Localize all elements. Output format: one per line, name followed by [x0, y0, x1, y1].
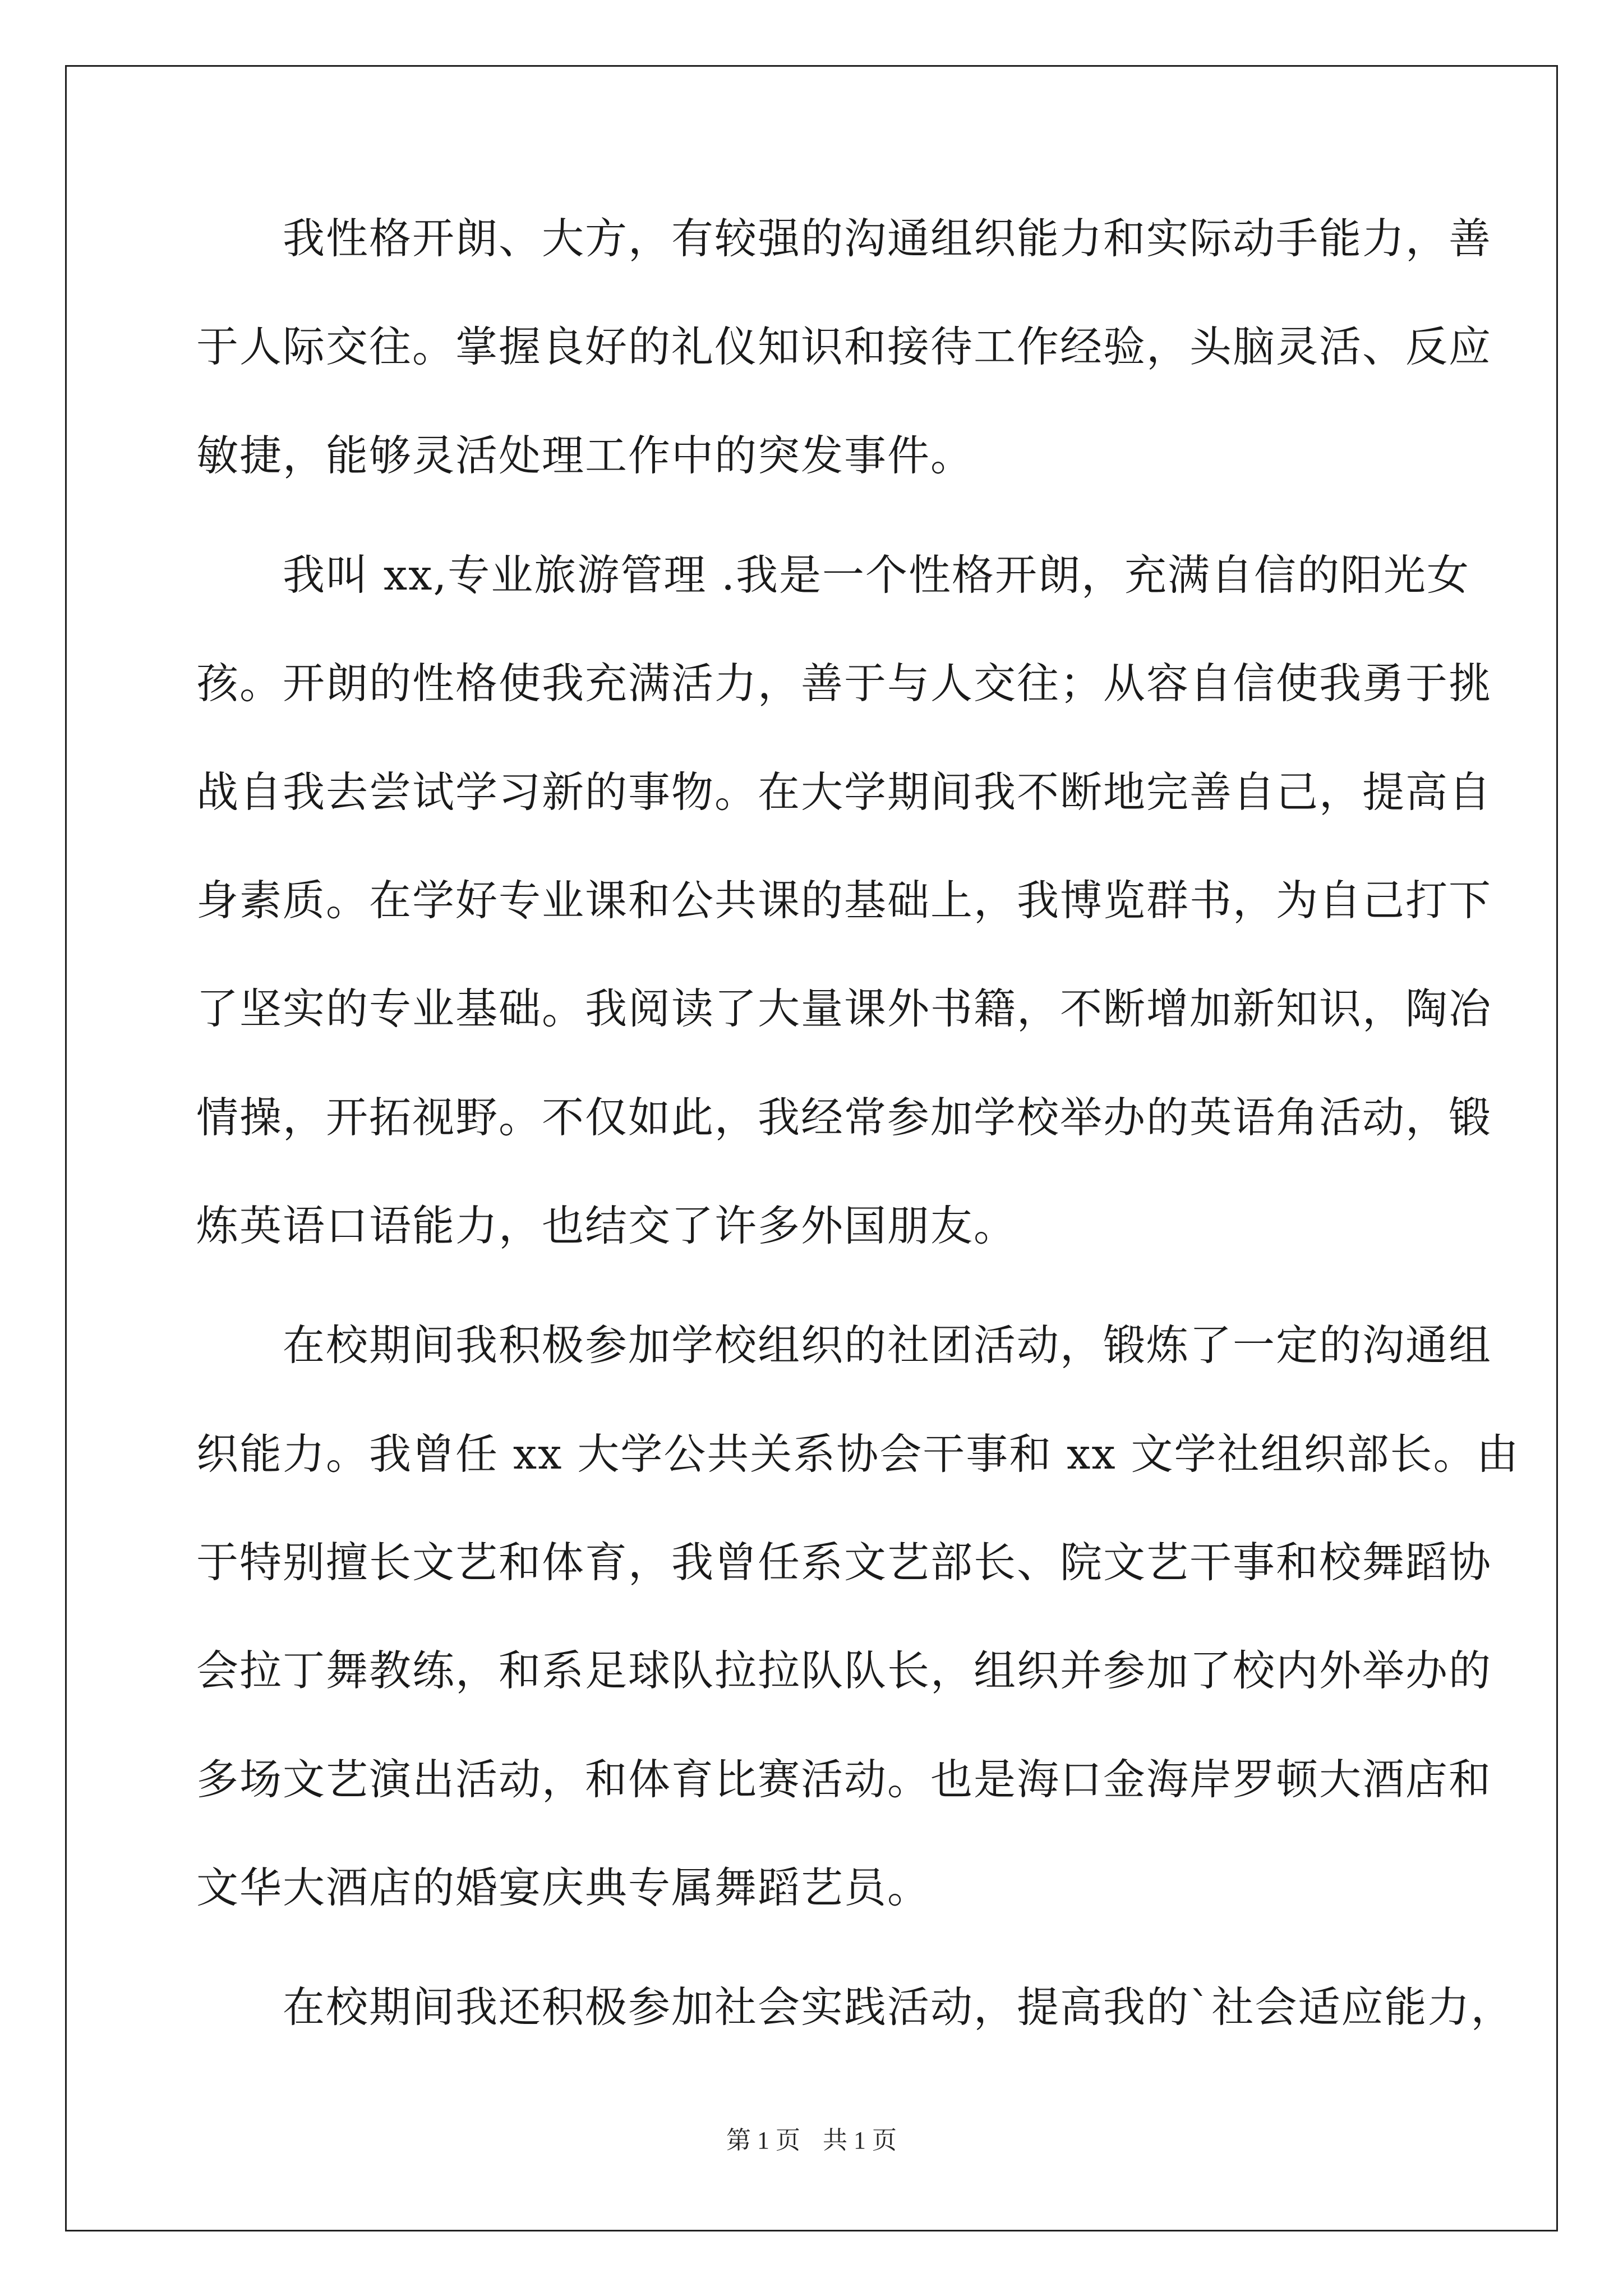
page-footer	[0, 2124, 1623, 2157]
text-line: 战自我去尝试学习新的事物。在大学期间我不断地完善自己，提高自	[196, 767, 1492, 817]
text-line: 多场文艺演出活动，和体育比赛活动。也是海口金海岸罗顿大酒店和	[196, 1755, 1492, 1804]
text-line: 炼英语口语能力，也结交了许多外国朋友。	[196, 1201, 1017, 1250]
text-line: 我性格开朗、大方，有较强的沟通组织能力和实际动手能力，善	[196, 214, 1492, 263]
text-line: 了坚实的专业基础。我阅读了大量课外书籍，不断增加新知识，陶冶	[196, 984, 1492, 1033]
text-line: 身素质。在学好专业课和公共课的基础上，我博览群书，为自己打下	[196, 876, 1492, 925]
text-line: 孩。开朗的性格使我充满活力，善于与人交往；从容自信使我勇于挑	[196, 659, 1492, 708]
text-line: 情操，开拓视野。不仅如此，我经常参加学校举办的英语角活动，锻	[196, 1093, 1492, 1142]
text-line: 文华大酒店的婚宴庆典专属舞蹈艺员。	[196, 1863, 931, 1912]
page-number: 第 1 页	[726, 2127, 800, 2154]
text-line: 在校期间我还积极参加社会实践活动，提高我的`社会适应能力，	[196, 1982, 1514, 2032]
text-line: 会拉丁舞教练，和系足球队拉拉队队长，组织并参加了校内外举办的	[196, 1646, 1492, 1695]
text-line: 于人际交往。掌握良好的礼仪知识和接待工作经验，头脑灵活、反应	[196, 322, 1492, 371]
text-line: 织能力。我曾任 xx 大学公共关系协会干事和 xx 文学社组织部长。由	[196, 1429, 1520, 1479]
page-count: 共 1 页	[823, 2127, 897, 2154]
text-line: 我叫 xx,专业旅游管理 .我是一个性格开朗，充满自信的阳光女	[196, 550, 1470, 600]
text-line: 敏捷，能够灵活处理工作中的突发事件。	[196, 431, 974, 480]
text-line: 于特别擅长文艺和体育，我曾任系文艺部长、院文艺干事和校舞蹈协	[196, 1538, 1492, 1587]
text-line: 在校期间我积极参加学校组织的社团活动，锻炼了一定的沟通组	[196, 1320, 1492, 1370]
